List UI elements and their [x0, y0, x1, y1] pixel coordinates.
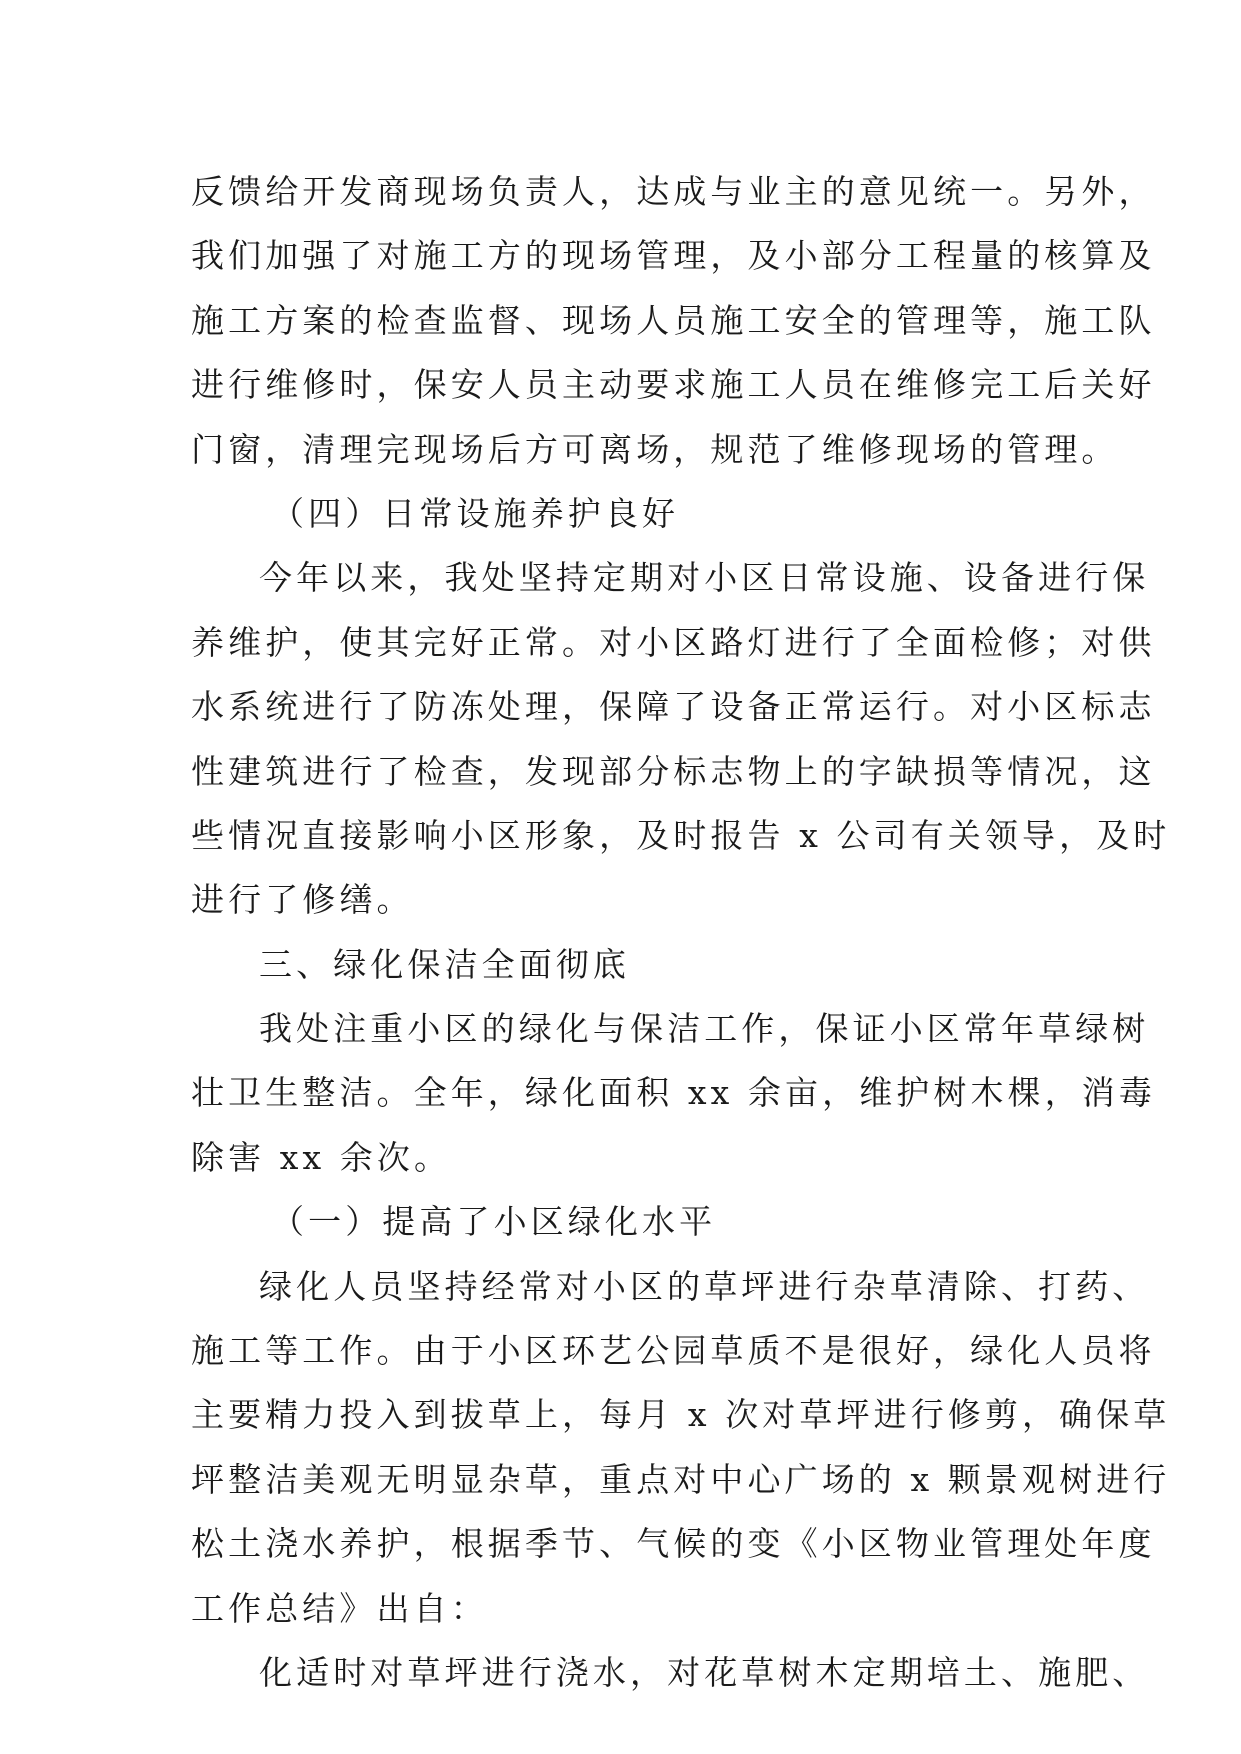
section-heading: 三、绿化保洁全面彻底: [259, 944, 630, 984]
section-heading: （一）提高了小区绿化水平: [271, 1202, 717, 1242]
paragraph-start: 化适时对草坪进行浇水，对花草树木定期培土、施肥、: [259, 1652, 1150, 1692]
text-line: 我们加强了对施工方的现场管理，及小部分工程量的核算及: [191, 236, 1156, 276]
text-line: 施工方案的检查监督、现场人员施工安全的管理等，施工队: [191, 300, 1156, 340]
text-line: 养维护，使其完好正常。对小区路灯进行了全面检修；对供: [191, 622, 1156, 662]
paragraph-start: 今年以来，我处坚持定期对小区日常设施、设备进行保: [259, 558, 1150, 598]
section-heading: （四）日常设施养护良好: [271, 493, 680, 533]
paragraph-start: 我处注重小区的绿化与保洁工作，保证小区常年草绿树: [259, 1009, 1150, 1049]
text-line: 施工等工作。由于小区环艺公园草质不是很好，绿化人员将: [191, 1331, 1156, 1371]
text-line: 进行了修缮。: [191, 880, 414, 920]
text-line: 性建筑进行了检查，发现部分标志物上的字缺损等情况，这: [191, 751, 1156, 791]
text-line: 反馈给开发商现场负责人，达成与业主的意见统一。另外，: [191, 172, 1156, 211]
text-line: 主要精力投入到拔草上，每月 x 次对草坪进行修剪，确保草: [191, 1395, 1171, 1435]
body-text: [191, 160, 1171, 1705]
paragraph-start: 绿化人员坚持经常对小区的草坪进行杂草清除、打药、: [259, 1266, 1150, 1306]
text-line: 松土浇水养护，根据季节、气候的变《小区物业管理处年度: [191, 1524, 1156, 1564]
text-line: 工作总结》出自：: [191, 1588, 488, 1628]
text-line: 壮卫生整洁。全年，绿化面积 xx 余亩，维护树木棵，消毒: [191, 1073, 1157, 1113]
text-line: 除害 xx 余次。: [191, 1137, 452, 1177]
text-line: 进行维修时，保安人员主动要求施工人员在维修完工后关好: [191, 365, 1156, 405]
text-line: 些情况直接影响小区形象，及时报告 x 公司有关领导，及时: [191, 815, 1171, 855]
text-line: 门窗，清理完现场后方可离场，规范了维修现场的管理。: [191, 429, 1119, 469]
text-line: 坪整洁美观无明显杂草，重点对中心广场的 x 颗景观树进行: [191, 1459, 1171, 1499]
text-line: 水系统进行了防冻处理，保障了设备正常运行。对小区标志: [191, 687, 1156, 727]
